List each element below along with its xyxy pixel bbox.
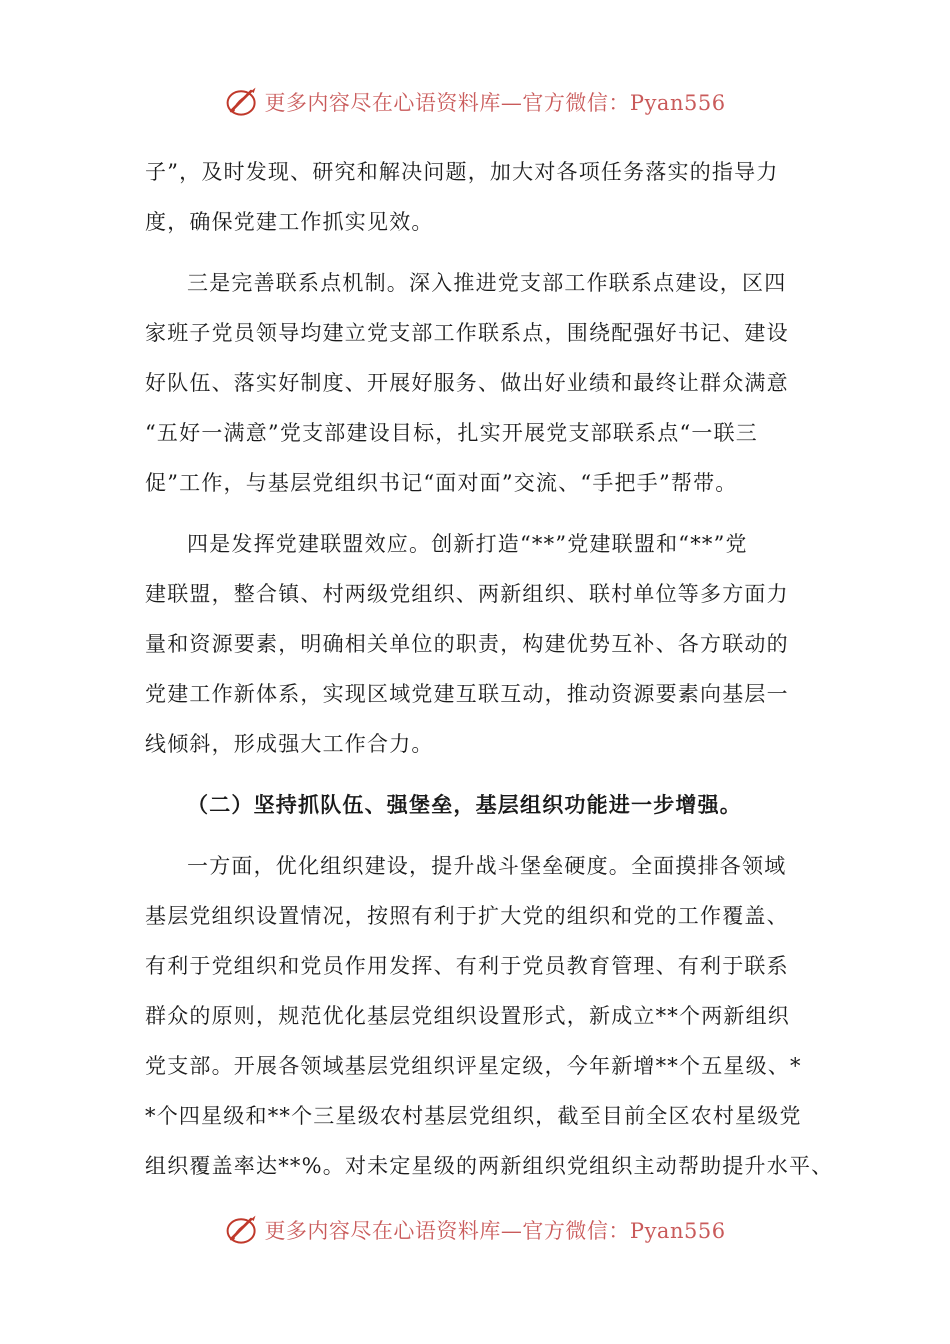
text-line: 建联盟，整合镇、村两级党组织、两新组织、联村单位等多方面力 xyxy=(145,582,789,606)
paragraph-alliance-effect xyxy=(145,519,807,769)
pen-logo-icon xyxy=(224,84,260,120)
watermark-banner-top xyxy=(0,80,950,124)
text-line: *个四星级和**个三星级农村基层党组织，截至目前全区农村星级党 xyxy=(145,1104,802,1128)
text-line: “五好一满意”党支部建设目标，扎实开展党支部联系点“一联三 xyxy=(145,421,759,445)
text-line: 好队伍、落实好制度、开展好服务、做出好业绩和最终让群众满意 xyxy=(145,371,789,395)
text-line: 组织覆盖率达**%。对未定星级的两新组织党组织主动帮助提升水平、 xyxy=(145,1154,834,1178)
section-heading xyxy=(145,780,807,830)
paragraph-continuation xyxy=(145,147,807,247)
document-body xyxy=(145,147,834,1191)
text-line: 一方面，优化组织建设，提升战斗堡垒硬度。全面摸排各领域 xyxy=(187,854,787,878)
text-line: 基层党组织设置情况，按照有利于扩大党的组织和党的工作覆盖、 xyxy=(145,904,789,928)
text-line: 家班子党员领导均建立党支部工作联系点，围绕配强好书记、建设 xyxy=(145,321,789,345)
watermark-text: 更多内容尽在心语资料库—官方微信：Pyan556 xyxy=(264,91,726,115)
text-line: 促”工作，与基层党组织书记“面对面”交流、“手把手”帮带。 xyxy=(145,471,738,495)
paragraph-organization-building xyxy=(145,841,834,1191)
text-line: 群众的原则，规范优化基层党组织设置形式，新成立**个两新组织 xyxy=(145,1004,790,1028)
heading-text: （二）坚持抓队伍、强堡垒，基层组织功能进一步增强。 xyxy=(187,792,742,817)
text-line: 四是发挥党建联盟效应。创新打造“**”党建联盟和“**”党 xyxy=(187,532,748,556)
text-line: 有利于党组织和党员作用发挥、有利于党员教育管理、有利于联系 xyxy=(145,954,789,978)
text-line: 度，确保党建工作抓实见效。 xyxy=(145,210,434,234)
text-line: 量和资源要素，明确相关单位的职责，构建优势互补、各方联动的 xyxy=(145,632,789,656)
pen-logo-icon xyxy=(224,1212,260,1248)
watermark-text: 更多内容尽在心语资料库—官方微信：Pyan556 xyxy=(264,1219,726,1243)
text-line: 党建工作新体系，实现区域党建互联互动，推动资源要素向基层一 xyxy=(145,682,789,706)
text-line: 子”，及时发现、研究和解决问题，加大对各项任务落实的指导力 xyxy=(145,160,779,184)
text-line: 线倾斜，形成强大工作合力。 xyxy=(145,732,434,756)
text-line: 党支部。开展各领域基层党组织评星定级，今年新增**个五星级、* xyxy=(145,1054,802,1078)
text-line: 三是完善联系点机制。深入推进党支部工作联系点建设，区四 xyxy=(187,271,787,295)
watermark-banner-bottom xyxy=(0,1208,950,1252)
paragraph-contact-point-mechanism xyxy=(145,258,807,508)
